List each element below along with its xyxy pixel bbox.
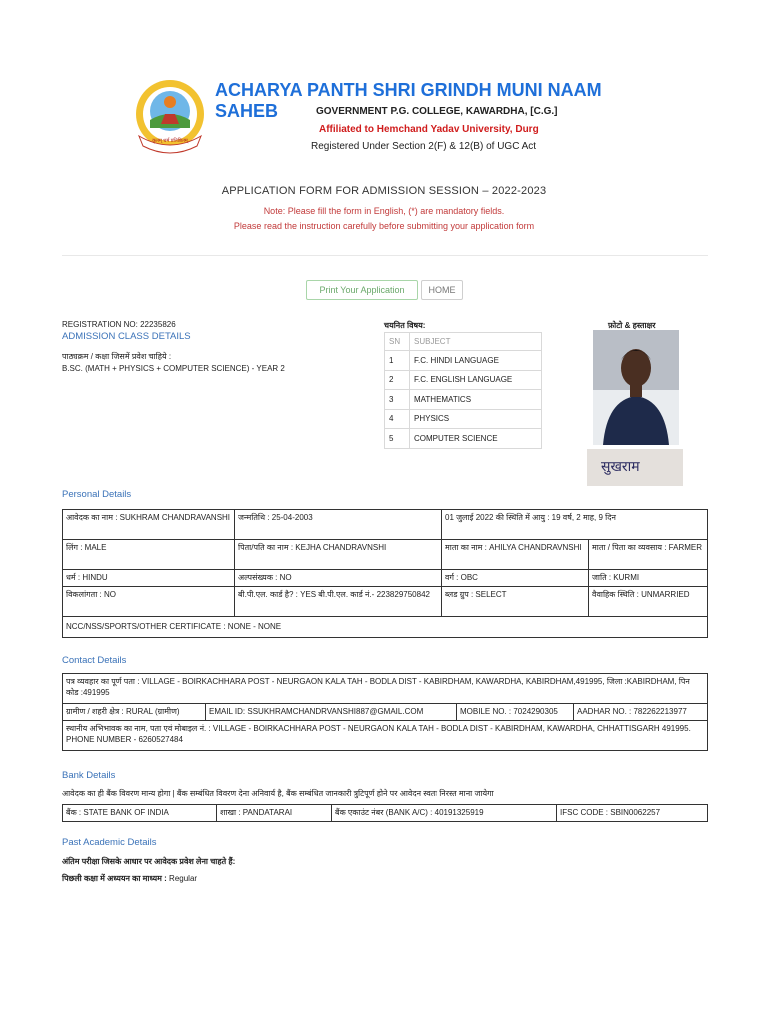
- college-logo: [133, 78, 207, 156]
- blood-group: ब्लड ग्रुप : SELECT: [442, 587, 589, 617]
- applicant-photo: [593, 330, 679, 445]
- contact-details-title: Contact Details: [62, 655, 127, 666]
- bank-branch: शाखा : PANDATARAI: [217, 805, 332, 822]
- study-mode-value: Regular: [169, 874, 198, 883]
- table-row: [63, 587, 708, 617]
- table-row: [63, 617, 708, 638]
- table-row: [63, 721, 708, 751]
- table-row: [63, 704, 708, 721]
- table-row: [63, 570, 708, 587]
- mother-name: माता का नाम : AHILYA CHANDRAVNSHI: [442, 540, 589, 570]
- bank-details-title: Bank Details: [62, 770, 116, 781]
- category: वर्ग : OBC: [442, 570, 589, 587]
- last-exam-label: अंतिम परीक्षा जिसके आधार पर आवेदक प्रवेश लेना चाहते हैं:: [62, 857, 236, 866]
- subject-name: F.C. HINDI LANGUAGE: [410, 351, 542, 371]
- subjects-title: चयनित विषय:: [384, 321, 426, 330]
- postal-address: पत्र व्यवहार का पूर्ण पता : VILLAGE - BOIRKACHHARA POST - NEURGAON KALA TAH - BODLA DIST - KABIRDHAM, KAWARDHA, KABIRDHAM,491995, जिला :KABIRDHAM, पिन कोड :491995: [63, 674, 708, 704]
- divider: [62, 255, 708, 256]
- bank-details-table: [62, 804, 708, 822]
- disability: विकलांगता : NO: [63, 587, 235, 617]
- caste: जाति : KURMI: [589, 570, 708, 587]
- form-note-2: Please read the instruction carefully before submitting your application form: [233, 221, 535, 231]
- table-row: [385, 429, 542, 449]
- bank-note: आवेदक का ही बैंक विवरण मान्य होगा | बैंक सम्बंधित विवरण देना अनिवार्य है, बैंक सम्बंधित जानकारी त्रुटिपूर्ण होने पर आवेदन स्वतः निरस्त माना जायेगा: [62, 789, 494, 798]
- table-row: [385, 409, 542, 429]
- email-id: EMAIL ID: SSUKHRAMCHANDRVANSHI887@GMAIL.COM: [206, 704, 457, 721]
- marital-status: वैवाहिक स्थिति : UNMARRIED: [589, 587, 708, 617]
- applicant-name: आवेदक का नाम : SUKHRAM CHANDRAVANSHI: [63, 510, 235, 540]
- religion: धर्म : HINDU: [63, 570, 235, 587]
- logo-motto: कृतम् धर्म प्रतिष्ठितम्: [152, 138, 188, 144]
- table-row: [63, 540, 708, 570]
- college-name: ACHARYA PANTH SHRI GRINDH MUNI NAAM SAHEB: [215, 80, 602, 121]
- bank-account-number: बैंक एकाउंट नंबर (BANK A/C) : 40191325919: [332, 805, 557, 822]
- area-type: ग्रामीण / शहरी क्षेत्र : RURAL (ग्रामीण): [63, 704, 206, 721]
- study-mode: [62, 873, 197, 884]
- mobile-number: MOBILE NO. : 7024290305: [457, 704, 574, 721]
- print-application-button[interactable]: Print Your Application: [306, 280, 418, 300]
- course-value: B.SC. (MATH + PHYSICS + COMPUTER SCIENCE) - YEAR 2: [62, 364, 285, 373]
- personal-details-table: [62, 509, 708, 638]
- ifsc-code: IFSC CODE : SBIN0062257: [557, 805, 708, 822]
- subjects-header-subject: SUBJECT: [410, 333, 542, 351]
- form-note-1: Note: Please fill the form in English, (*) are mandatory fields.: [263, 206, 505, 216]
- registration-number: REGISTRATION NO: 22235826: [62, 320, 176, 329]
- subject-sn: 5: [385, 429, 410, 449]
- subject-name: PHYSICS: [410, 409, 542, 429]
- age-as-on: 01 जुलाई 2022 की स्थिति में आयु : 19 वर्ष, 2 माह, 9 दिन: [442, 510, 708, 540]
- admission-class-title: ADMISSION CLASS DETAILS: [62, 331, 191, 342]
- father-name: पिता/पति का नाम : KEJHA CHANDRAVNSHI: [235, 540, 442, 570]
- subject-sn: 3: [385, 390, 410, 410]
- subject-name: F.C. ENGLISH LANGUAGE: [410, 370, 542, 390]
- table-row: [63, 805, 708, 822]
- college-address: GOVERNMENT P.G. COLLEGE, KAWARDHA, [C.G.]: [316, 106, 558, 117]
- table-row: [385, 351, 542, 371]
- study-mode-label: पिछली कक्षा में अध्ययन का माध्यम :: [62, 874, 167, 883]
- subject-sn: 4: [385, 409, 410, 429]
- applicant-signature: [587, 449, 683, 486]
- course-label: पाठ्यक्रम / कक्षा जिसमें प्रवेश चाहिये :: [62, 352, 172, 361]
- aadhar-number: AADHAR NO. : 782262213977: [574, 704, 708, 721]
- photo-signature-title: फ़ोटो & हस्ताक्षर: [608, 321, 656, 330]
- bank-name: बैंक : STATE BANK OF INDIA: [63, 805, 217, 822]
- past-academic-title: Past Academic Details: [62, 837, 157, 848]
- subjects-header-row: [385, 333, 542, 351]
- subject-name: COMPUTER SCIENCE: [410, 429, 542, 449]
- home-button[interactable]: HOME: [421, 280, 463, 300]
- table-row: [63, 674, 708, 704]
- college-registration: Registered Under Section 2(F) & 12(B) of UGC Act: [311, 141, 537, 152]
- personal-details-title: Personal Details: [62, 489, 132, 500]
- table-row: [385, 370, 542, 390]
- subject-name: MATHEMATICS: [410, 390, 542, 410]
- gender: लिंग : MALE: [63, 540, 235, 570]
- subject-sn: 2: [385, 370, 410, 390]
- certificates: NCC/NSS/SPORTS/OTHER CERTIFICATE : NONE - NONE: [63, 617, 708, 638]
- local-guardian: स्थानीय अभिभावक का नाम, पता एवं मोबाइल नं. : VILLAGE - BOIRKACHHARA POST - NEURGAON KALA TAH - BODLA DIST - KABIRDHAM, KAWARDHA, CHHATTISGARH 491995. PHONE NUMBER - 6260527484: [63, 721, 708, 751]
- subjects-header-sn: SN: [385, 333, 410, 351]
- subject-sn: 1: [385, 351, 410, 371]
- form-title: APPLICATION FORM FOR ADMISSION SESSION – 2022-2023: [221, 185, 547, 197]
- minority: अल्पसंख्यक : NO: [235, 570, 442, 587]
- bpl-card: बी.पी.एल. कार्ड है? : YES बी.पी.एल. कार्ड नं.- 223829750842: [235, 587, 442, 617]
- parent-occupation: माता / पिता का व्यवसाय : FARMER: [589, 540, 708, 570]
- date-of-birth: जन्मतिथि : 25-04-2003: [235, 510, 442, 540]
- signature-text: सुखराम: [601, 458, 640, 474]
- subjects-table: [384, 332, 542, 449]
- table-row: [385, 390, 542, 410]
- contact-details-table: [62, 673, 708, 751]
- table-row: [63, 510, 708, 540]
- college-affiliation: Affiliated to Hemchand Yadav University, Durg: [319, 124, 539, 135]
